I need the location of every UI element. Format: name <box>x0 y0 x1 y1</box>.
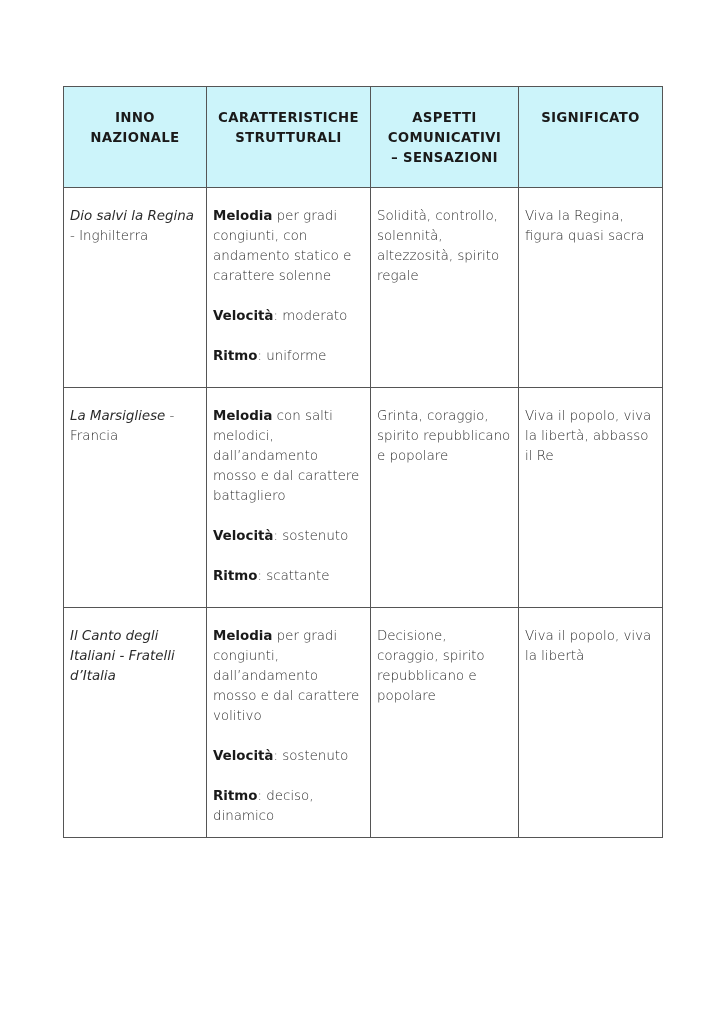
header-aspetti-comunicativi: ASPETTI COMUNICATIVI – SENSAZIONI <box>371 87 519 188</box>
velocita-line: Velocità: moderato <box>213 309 348 324</box>
cell-aspetti: Grinta, coraggio, spirito repubblicano e popolare <box>371 388 519 608</box>
cell-aspetti: Solidità, controllo, solennità, altezzosità, spirito regale <box>371 188 519 388</box>
melodia-line: Melodia per gradi congiunti, con andamento statico e carattere solenne <box>213 209 352 284</box>
cell-inno <box>64 608 207 838</box>
melodia-line: Melodia per gradi congiunti, dall’andamento mosso e dal carattere volitivo <box>213 629 360 724</box>
table-row <box>64 388 663 608</box>
header-inno-nazionale: INNO NAZIONALE <box>64 87 207 188</box>
cell-inno: La Marsigliese - Francia <box>64 388 207 608</box>
table-row <box>64 188 663 388</box>
cell-inno: Dio salvi la Regina - Inghilterra <box>64 188 207 388</box>
table-row <box>64 608 663 838</box>
anthem-title: La Marsigliese <box>70 409 166 424</box>
anthem-title: Il Canto degli Italiani - Fratelli d’Italia <box>70 629 175 684</box>
velocita-line: Velocità: sostenuto <box>213 529 349 544</box>
header-caratteristiche-strutturali: CARATTERISTICHE STRUTTURALI <box>207 87 371 188</box>
cell-significato: Viva la Regina, figura quasi sacra <box>519 188 663 388</box>
anthem-country: Inghilterra <box>79 229 149 244</box>
ritmo-line: Ritmo: deciso, dinamico <box>213 789 314 824</box>
cell-caratteristiche <box>207 608 371 838</box>
header-significato: SIGNIFICATO <box>519 87 663 188</box>
cell-aspetti: Decisione, coraggio, spirito repubblicano e popolare <box>371 608 519 838</box>
ritmo-line: Ritmo: scattante <box>213 569 330 584</box>
cell-significato: Viva il popolo, viva la libertà <box>519 608 663 838</box>
velocita-line: Velocità: sostenuto <box>213 749 349 764</box>
cell-significato: Viva il popolo, viva la libertà, abbasso il Re <box>519 388 663 608</box>
anthems-table <box>63 86 663 838</box>
cell-caratteristiche <box>207 388 371 608</box>
cell-caratteristiche <box>207 188 371 388</box>
ritmo-line: Ritmo: uniforme <box>213 349 327 364</box>
anthem-country: Francia <box>70 429 119 444</box>
anthem-title: Dio salvi la Regina <box>70 209 194 224</box>
table-header-row <box>64 87 663 188</box>
melodia-line: Melodia con salti melodici, dall’andamento mosso e dal carattere battagliero <box>213 409 360 504</box>
